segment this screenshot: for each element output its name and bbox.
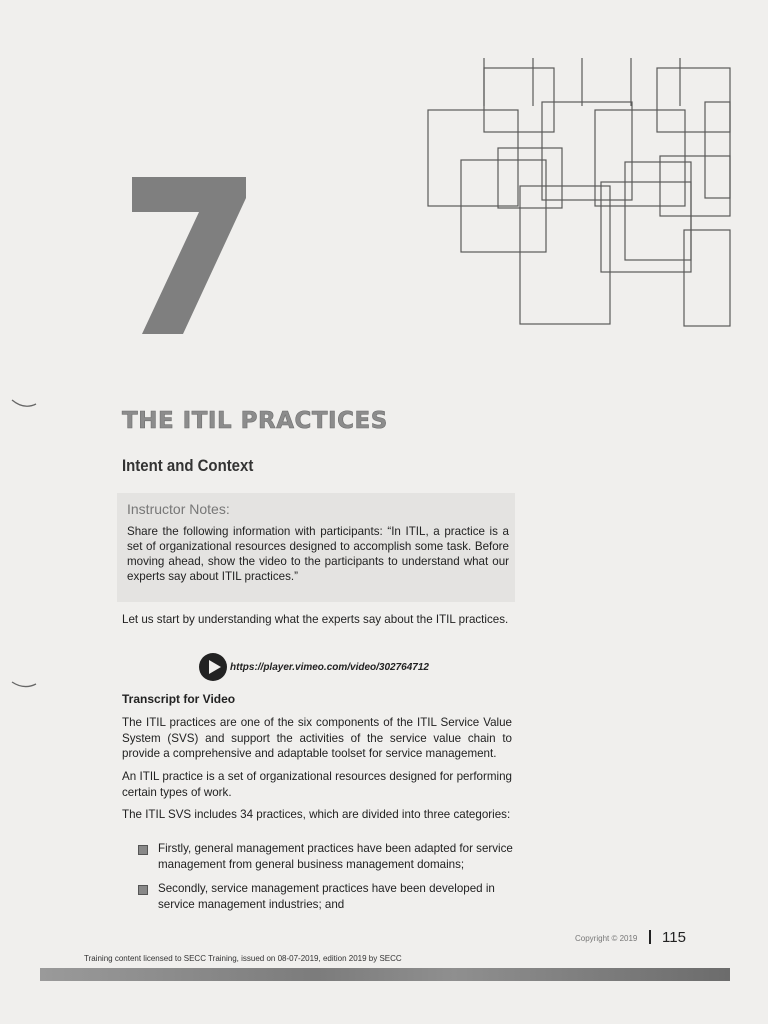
square-bullet-icon bbox=[138, 885, 148, 895]
practice-categories-list bbox=[138, 841, 513, 921]
list-item bbox=[138, 841, 513, 873]
footer-band bbox=[40, 968, 730, 981]
page-title: THE ITIL PRACTICES bbox=[122, 408, 388, 434]
list-item-text: Secondly, service management practices have been developed in service management industries; and bbox=[158, 882, 495, 911]
list-item-text: Firstly, general management practices have been adapted for service management from general business management domains; bbox=[158, 842, 513, 871]
instructor-notes-heading: Instructor Notes: bbox=[127, 501, 230, 517]
instructor-notes-body: Share the following information with participants: “In ITIL, a practice is a set of organizational resources designed to accomplish some task. Before moving ahead, show the video to the participants to understand what our experts say about ITIL practices.” bbox=[127, 525, 509, 583]
instructor-notes-box bbox=[117, 493, 515, 602]
margin-mark bbox=[10, 396, 40, 410]
section-subtitle: Intent and Context bbox=[122, 456, 254, 475]
transcript-paragraph: An ITIL practice is a set of organizational resources designed for performing certain types of work. bbox=[122, 770, 512, 799]
decorative-square-grid bbox=[420, 58, 730, 333]
transcript-paragraph: The ITIL SVS includes 34 practices, which are divided into three categories: bbox=[122, 808, 511, 821]
video-link[interactable] bbox=[198, 652, 429, 682]
page-number-divider bbox=[649, 930, 651, 944]
license-notice: Training content licensed to SECC Training, issued on 08-07-2019, edition 2019 by SECC bbox=[84, 954, 402, 963]
chapter-number-text: 7 bbox=[22, 50, 23, 51]
page-number: 115 bbox=[662, 929, 686, 946]
list-item bbox=[138, 881, 513, 913]
video-url[interactable]: https://player.vimeo.com/video/302764712 bbox=[230, 661, 429, 673]
margin-mark bbox=[10, 678, 40, 692]
transcript-paragraph: The ITIL practices are one of the six components of the ITIL Service Value System (SVS) and support the activities of the service value chain to provide a comprehensive and adaptable toolset for service management. bbox=[122, 716, 512, 760]
square-bullet-icon bbox=[138, 845, 148, 855]
transcript-heading: Transcript for Video bbox=[122, 692, 236, 706]
play-icon[interactable] bbox=[198, 652, 228, 682]
intro-paragraph: Let us start by understanding what the experts say about the ITIL practices. bbox=[122, 613, 509, 626]
copyright-notice: Copyright © 2019 bbox=[575, 934, 638, 943]
chapter-number bbox=[22, 50, 272, 350]
